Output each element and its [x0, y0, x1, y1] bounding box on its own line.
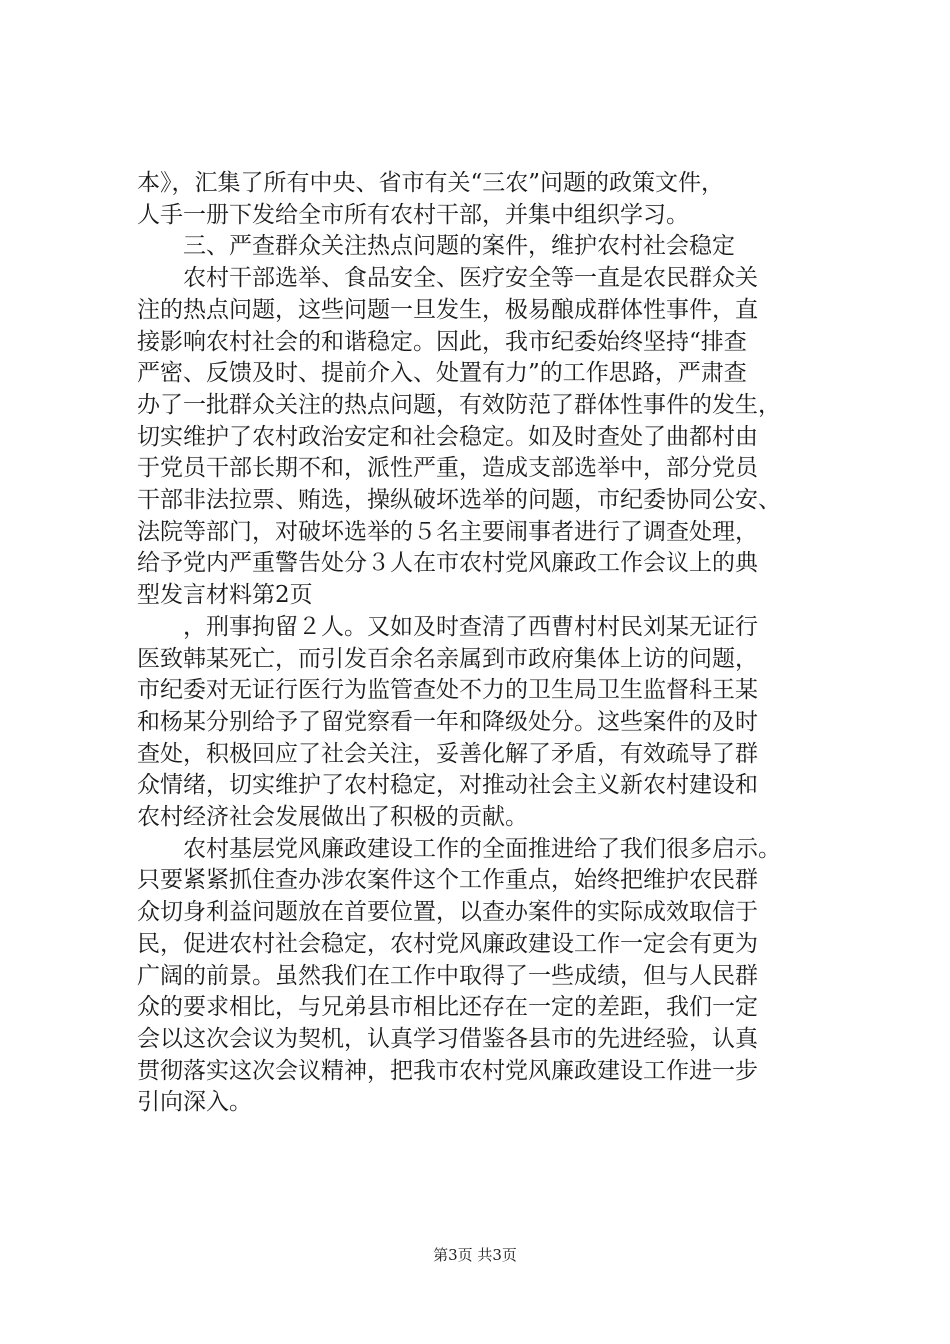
paragraph-hotspot-cases	[137, 263, 847, 612]
text-line: 会以这次会议为契机，认真学习借鉴各县市的先进经验，认真	[137, 1025, 758, 1052]
paragraph-conclusion	[137, 834, 847, 1119]
text-line: 严密、反馈及时、提前介入、处置有力”的工作思路，严肃查	[137, 360, 747, 387]
text-line: 接影响农村社会的和谐稳定。因此，我市纪委始终坚持“排查	[137, 328, 747, 355]
text-line: 众切身利益问题放在首要位置，以查办案件的实际成效取信于	[137, 899, 758, 926]
page-body	[137, 168, 847, 1119]
text-line: 广阔的前景。虽然我们在工作中取得了一些成绩，但与人民群	[137, 962, 758, 989]
text-line: 查处，积极回应了社会关注，妥善化解了矛盾，有效疏导了群	[137, 740, 758, 767]
text-line: 切实维护了农村政治安定和社会稳定。如及时查处了曲都村由	[137, 423, 758, 450]
text-line: 型发言材料第2页	[137, 582, 313, 609]
section-heading-3	[137, 231, 847, 263]
text-line: 注的热点问题，这些问题一旦发生，极易酿成群体性事件，直	[137, 296, 758, 323]
paragraph-continuation-top	[137, 168, 847, 231]
text-line: ，刑事拘留２人。又如及时查清了西曹村村民刘某无证行	[183, 613, 758, 640]
text-line: 医致韩某死亡，而引发百余名亲属到市政府集体上访的问题，	[137, 645, 758, 672]
text-line: 民，促进农村社会稳定，农村党风廉政建设工作一定会有更为	[137, 930, 758, 957]
text-line: 办了一批群众关注的热点问题，有效防范了群体性事件的发生，	[137, 391, 781, 418]
text-line: 引向深入。	[137, 1089, 252, 1116]
text-line: 于党员干部长期不和，派性严重，造成支部选举中，部分党员	[137, 455, 758, 482]
text-line: 给予党内严重警告处分３人在市农村党风廉政工作会议上的典	[137, 550, 758, 577]
text-line: 干部非法拉票、贿选，操纵破坏选举的问题，市纪委协同公安、	[137, 487, 781, 514]
text-line: 和杨某分别给予了留党察看一年和降级处分。这些案件的及时	[137, 708, 758, 735]
paragraph-case-followup	[137, 612, 847, 834]
page-footer: 第3页 共3页	[433, 1246, 517, 1264]
text-line: 众的要求相比，与兄弟县市相比还存在一定的差距，我们一定	[137, 994, 758, 1021]
text-line: 法院等部门，对破坏选举的５名主要闹事者进行了调查处理，	[137, 518, 758, 545]
text-line: 农村干部选举、食品安全、医疗安全等一直是农民群众关	[183, 265, 758, 292]
text-line: 本》，汇集了所有中央、省市有关“三农”问题的政策文件，	[137, 170, 725, 196]
text-line: 市纪委对无证行医行为监管查处不力的卫生局卫生监督科王某	[137, 677, 758, 704]
text-line: 贯彻落实这次会议精神，把我市农村党风廉政建设工作进一步	[137, 1057, 758, 1084]
text-line: 三、严查群众关注热点问题的案件，维护农村社会稳定	[183, 233, 735, 260]
text-line: 农村基层党风廉政建设工作的全面推进给了我们很多启示。	[183, 835, 781, 862]
text-line: 只要紧紧抓住查办涉农案件这个工作重点，始终把维护农民群	[137, 867, 758, 894]
text-line: 人手一册下发给全市所有农村干部，并集中组织学习。	[137, 201, 689, 228]
text-line: 众情绪，切实维护了农村稳定，对推动社会主义新农村建设和	[137, 772, 758, 799]
text-line: 农村经济社会发展做出了积极的贡献。	[137, 804, 528, 831]
